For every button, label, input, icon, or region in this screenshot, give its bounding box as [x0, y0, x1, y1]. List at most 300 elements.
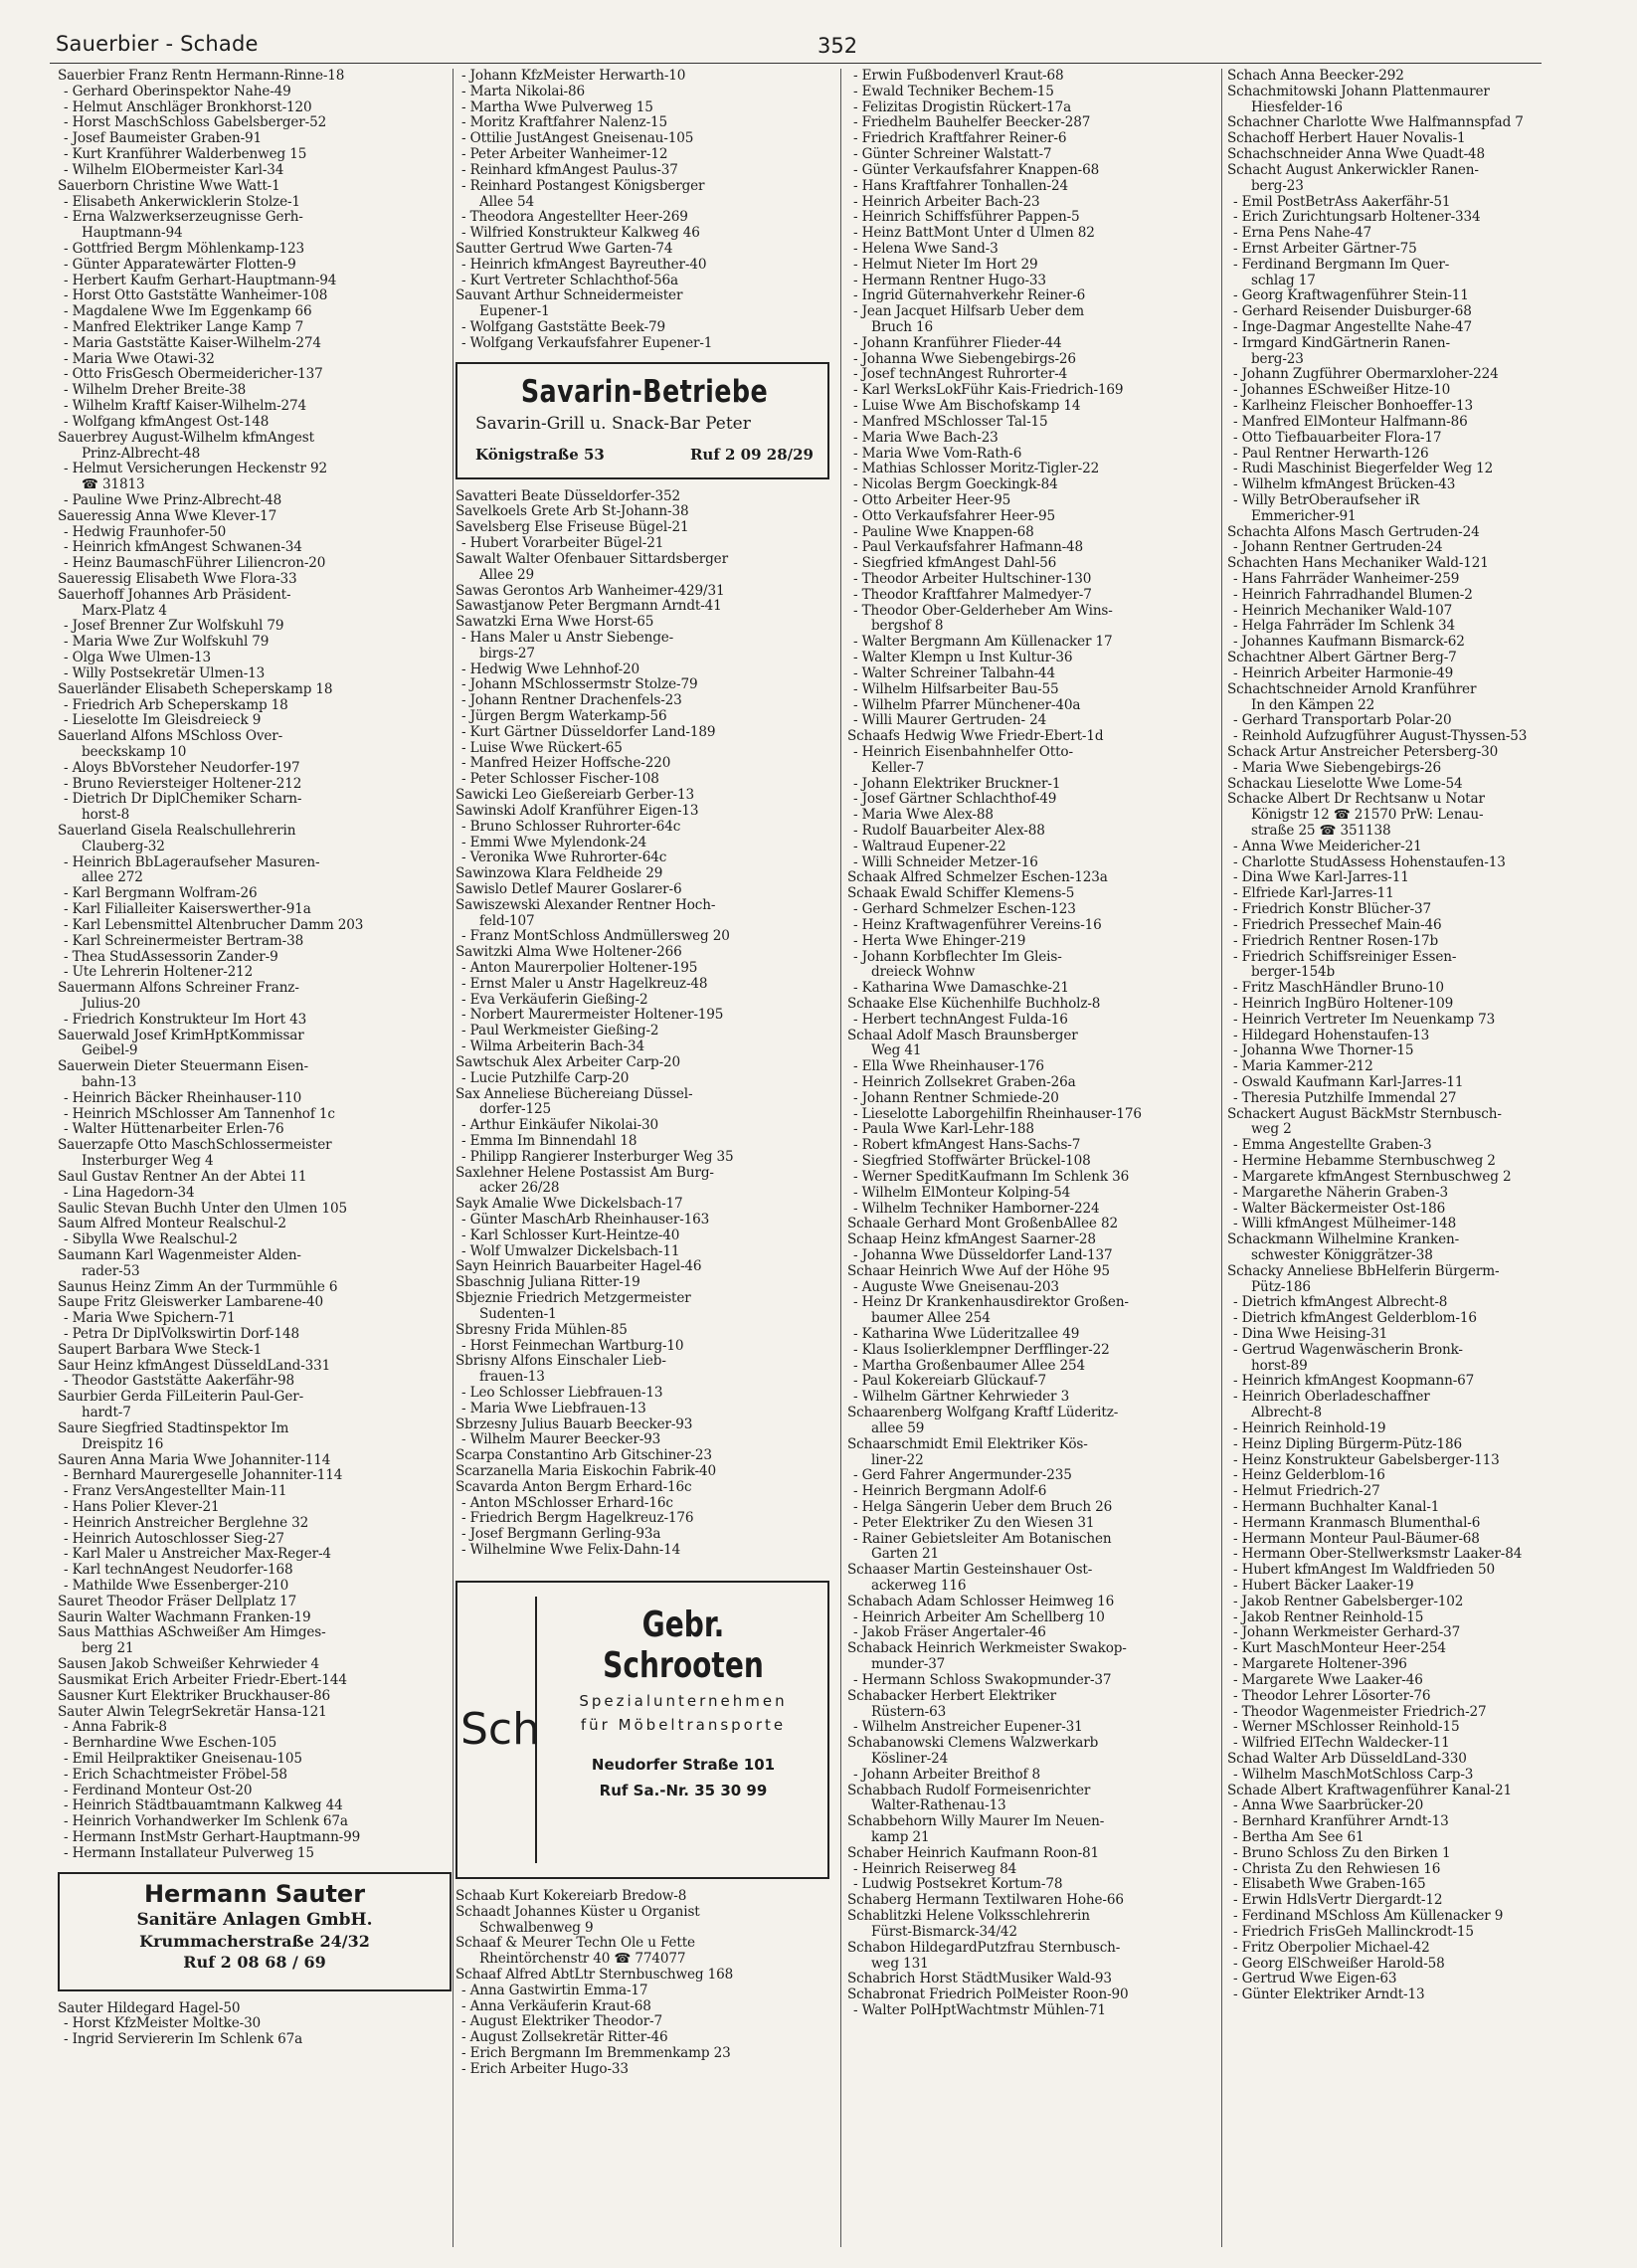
ad-subtitle: für Möbeltransporte [580, 1715, 787, 1734]
directory-entry: - Horst KfzMeister Moltke-30 [64, 2016, 262, 2032]
directory-entry: - Manfred Heizer Hoffsche-220 [461, 756, 671, 772]
directory-entry: - Hedwig Fraunhofer-50 [64, 524, 227, 540]
directory-entry: - Siegfried kfmAngest Dahl-56 [853, 556, 1057, 572]
directory-entry: - Maria Wwe Siebengebirgs-26 [1233, 760, 1442, 776]
directory-entry: - Gertrud Wwe Eigen-63 [1233, 1972, 1397, 1987]
ad-subtitle: Savarin-Grill u. Snack-Bar Peter [475, 413, 751, 434]
directory-entry: - Helmut Nieter Im Hort 29 [853, 257, 1038, 273]
directory-entry: - Heinrich Zollsekret Graben-26a [853, 1075, 1076, 1090]
directory-entry: - Hildegard Hohenstaufen-13 [1233, 1028, 1430, 1043]
directory-entry: - Gerhard Schmelzer Eschen-123 [853, 902, 1076, 918]
directory-entry: ackerweg 116 [871, 1579, 967, 1594]
directory-entry: - Willy BetrOberaufseher iR [1233, 492, 1420, 508]
directory-entry: - Maria Gaststätte Kaiser-Wilhelm-274 [64, 335, 321, 351]
directory-entry: - Ingrid Serviererin Im Schlenk 67a [64, 2032, 303, 2048]
directory-entry: - Wolfgang Verkaufsfahrer Eupener-1 [461, 335, 713, 351]
directory-entry: Walter-Rathenau-13 [871, 1798, 1006, 1814]
directory-entry: - Johann MSchlossermstr Stolze-79 [461, 677, 698, 693]
column-3 [847, 69, 1215, 2257]
directory-entry: - Hermann Schloss Swakopmunder-37 [853, 1672, 1112, 1688]
directory-entry: weg 2 [1251, 1122, 1292, 1138]
directory-entry: - Ludwig Postsekret Kortum-78 [853, 1877, 1063, 1893]
directory-entry: acker 26/28 [479, 1181, 560, 1197]
directory-entry: Schacke Albert Dr Rechtsanw u Notar [1227, 792, 1485, 808]
directory-entry: - Fritz MaschHändler Bruno-10 [1233, 981, 1444, 997]
directory-entry: - Heinrich Fahrradhandel Blumen-2 [1233, 587, 1473, 603]
ad-logo: Sch [465, 1597, 537, 1863]
entry-list [847, 69, 1215, 2019]
directory-entry: - Karl Filialleiter Kaiserswerther-91a [64, 902, 311, 918]
directory-entry: - Wilhelm kfmAngest Brücken-43 [1233, 477, 1456, 493]
directory-entry: - Erwin HdlsVertr Diergardt-12 [1233, 1893, 1443, 1909]
directory-entry: - Wilhelm ElMonteur Kolping-54 [853, 1185, 1071, 1201]
directory-entry: Saunus Heinz Zimm An der Turmmühle 6 [58, 1279, 338, 1295]
directory-entry: - Lucie Putzhilfe Carp-20 [461, 1070, 630, 1086]
directory-entry: - Maria Kammer-212 [1233, 1059, 1373, 1075]
directory-entry: - Robert kfmAngest Hans-Sachs-7 [853, 1138, 1081, 1154]
directory-entry: - Theodor Lehrer Lösorter-76 [1233, 1688, 1431, 1704]
advertisement-savarin [455, 362, 829, 479]
entry-list [455, 1889, 833, 2078]
page-number: 352 [818, 34, 858, 58]
directory-entry: - Günter Verkaufsfahrer Knappen-68 [853, 162, 1100, 178]
directory-entry: - Mathilde Wwe Essenberger-210 [64, 1579, 289, 1594]
directory-entry: - Hans Fahrräder Wanheimer-259 [1233, 572, 1460, 587]
directory-entry: Schacht August Ankerwickler Ranen- [1227, 162, 1479, 178]
directory-entry: - Gertrud Wagenwäscherin Bronk- [1233, 1342, 1463, 1358]
directory-entry: Schabrich Horst StädtMusiker Wald-93 [847, 1972, 1112, 1987]
directory-entry: Schaale Gerhard Mont GroßenbAllee 82 [847, 1217, 1118, 1232]
directory-entry: - Ella Wwe Rheinhauser-176 [853, 1059, 1044, 1075]
directory-entry: - Heinrich Reinhold-19 [1233, 1420, 1386, 1436]
directory-entry: - Bernhard Kranführer Arndt-13 [1233, 1814, 1449, 1830]
directory-entry: - Jakob Rentner Gabelsberger-102 [1233, 1594, 1464, 1609]
directory-entry: - Erich Arbeiter Hugo-33 [461, 2061, 629, 2077]
directory-entry: horst-8 [82, 808, 130, 824]
directory-entry: Sbrzesny Julius Bauarb Beecker-93 [455, 1417, 693, 1432]
directory-entry: - Ute Lehrerin Holtener-212 [64, 965, 254, 981]
directory-entry: - Peter Arbeiter Wanheimer-12 [461, 147, 668, 163]
ad-phone: Ruf 2 08 68 / 69 [183, 1952, 326, 1972]
directory-entry: bergshof 8 [871, 619, 944, 635]
directory-entry: - Hermann Kranmasch Blumenthal-6 [1233, 1515, 1481, 1531]
directory-entry: - Dietrich kfmAngest Gelderblom-16 [1233, 1311, 1477, 1327]
directory-entry: Scarpa Constantino Arb Gitschiner-23 [455, 1448, 712, 1464]
directory-entry: kamp 21 [871, 1830, 930, 1845]
directory-entry: - Friedrich Kraftfahrer Reiner-6 [853, 131, 1067, 147]
directory-entry: - Emil Heilpraktiker Gneisenau-105 [64, 1751, 302, 1767]
directory-entry: Sauret Theodor Fräser Dellplatz 17 [58, 1594, 297, 1609]
directory-entry: - Emmi Wwe Mylendonk-24 [461, 835, 647, 850]
directory-entry: - Friedrich Rentner Rosen-17b [1233, 933, 1439, 949]
directory-entry: - Franz VersAngestellter Main-11 [64, 1484, 287, 1500]
directory-entry: - Karl Lebensmittel Altenbrucher Damm 203 [64, 917, 364, 933]
directory-entry: Schachoff Herbert Hauer Novalis-1 [1227, 131, 1466, 147]
directory-entry: Sawtschuk Alex Arbeiter Carp-20 [455, 1054, 681, 1070]
directory-entry: - Heinrich Bäcker Rheinhauser-110 [64, 1090, 302, 1106]
directory-entry: - Günter Elektriker Arndt-13 [1233, 1987, 1425, 2003]
directory-entry: - Willi Schneider Metzer-16 [853, 854, 1038, 870]
directory-entry: - Erna Walzwerkserzeugnisse Gerh- [64, 210, 303, 226]
directory-entry: - Elisabeth Wwe Graben-165 [1233, 1877, 1426, 1893]
directory-entry: - Dina Wwe Heising-31 [1233, 1327, 1388, 1342]
directory-entry: - Gerhard Reisender Duisburger-68 [1233, 304, 1472, 320]
directory-entry: - Lieselotte Im Gleisdreieck 9 [64, 713, 262, 729]
directory-entry: Schaak Ewald Schiffer Klemens-5 [847, 886, 1075, 902]
directory-entry: - Anton Maurerpolier Holtener-195 [461, 961, 698, 976]
directory-entry: Sauerland Gisela Realschullehrerin [58, 824, 296, 839]
directory-entry: Saulic Stevan Buchh Unter den Ulmen 105 [58, 1201, 347, 1217]
directory-entry: - Ferdinand Bergmann Im Quer- [1233, 257, 1450, 273]
directory-entry: - Theodor Ober-Gelderheber Am Wins- [853, 603, 1113, 619]
directory-entry: - Lieselotte Laborgehilfin Rheinhauser-176 [853, 1106, 1142, 1122]
directory-entry: Sausmikat Erich Arbeiter Friedr-Ebert-144 [58, 1672, 347, 1688]
directory-entry: - Helga Fahrräder Im Schlenk 34 [1233, 619, 1455, 635]
directory-entry: - Wilfried Konstrukteur Kalkweg 46 [461, 226, 700, 242]
column-divider [840, 69, 841, 2247]
directory-entry: - Ernst Maler u Anstr Hagelkreuz-48 [461, 976, 708, 992]
directory-entry: Allee 54 [479, 194, 535, 210]
directory-entry: - Herbert technAngest Fulda-16 [853, 1012, 1068, 1028]
directory-entry: - Maria Wwe Alex-88 [853, 808, 994, 824]
directory-entry: Marx-Platz 4 [82, 603, 167, 619]
directory-entry: - Katharina Wwe Lüderitzallee 49 [853, 1327, 1080, 1342]
directory-entry: Schaback Heinrich Werkmeister Swakop- [847, 1641, 1127, 1657]
directory-entry: - Maria Wwe Vom-Rath-6 [853, 446, 1022, 462]
directory-entry: - Hermann Installateur Pulverweg 15 [64, 1845, 314, 1861]
directory-entry: - Bruno Reviersteiger Holtener-212 [64, 776, 302, 792]
directory-entry: Sauerbrey August-Wilhelm kfmAngest [58, 430, 314, 446]
directory-entry: - Helena Wwe Sand-3 [853, 241, 999, 257]
directory-entry: - Heinrich Arbeiter Am Schellberg 10 [853, 1609, 1105, 1625]
directory-entry: - Lina Hagedorn-34 [64, 1185, 195, 1201]
directory-entry: Schade Albert Kraftwagenführer Kanal-21 [1227, 1783, 1512, 1798]
directory-entry: - Johann Korbflechter Im Gleis- [853, 949, 1062, 965]
directory-entry: - Wilhelm Techniker Hamborner-224 [853, 1201, 1100, 1217]
directory-entry: - Johann Rentner Schmiede-20 [853, 1090, 1059, 1106]
directory-entry: - Gottfried Bergm Möhlenkamp-123 [64, 241, 304, 257]
directory-entry: - Nicolas Bergm Goeckingk-84 [853, 477, 1058, 493]
directory-entry: - Heinrich Reiserweg 84 [853, 1861, 1017, 1877]
entry-list [455, 489, 833, 1559]
directory-entry: - Otto Verkaufsfahrer Heer-95 [853, 508, 1055, 524]
directory-entry: Sbaschnig Juliana Ritter-19 [455, 1275, 640, 1291]
directory-entry: Insterburger Weg 4 [82, 1154, 214, 1170]
directory-entry: Sawislo Detlef Maurer Goslarer-6 [455, 881, 682, 897]
directory-entry: - Ferdinand Monteur Ost-20 [64, 1783, 253, 1798]
directory-entry: - Charlotte StudAssess Hohenstaufen-13 [1233, 854, 1506, 870]
directory-entry: - Heinrich Autoschlosser Sieg-27 [64, 1531, 284, 1547]
directory-entry: - Wolfgang Gaststätte Beek-79 [461, 320, 665, 335]
directory-entry: - Leo Schlosser Liebfrauen-13 [461, 1385, 663, 1401]
directory-entry: - Willy Postsekretär Ulmen-13 [64, 665, 266, 681]
directory-entry: - Johann Elektriker Bruckner-1 [853, 776, 1061, 792]
directory-entry: Sawinzowa Klara Feldheide 29 [455, 866, 663, 882]
directory-entry: - Josef Bergmann Gerling-93a [461, 1527, 661, 1543]
directory-entry: dorfer-125 [479, 1102, 551, 1118]
directory-entry: - Otto Tiefbauarbeiter Flora-17 [1233, 430, 1442, 446]
directory-entry: Schaak Alfred Schmelzer Eschen-123a [847, 870, 1108, 886]
directory-entry: - Friedrich Konstr Blücher-37 [1233, 902, 1432, 918]
directory-entry: - Josef Gärtner Schlachthof-49 [853, 792, 1057, 808]
directory-entry: Schackert August BäckMstr Sternbusch- [1227, 1106, 1502, 1122]
directory-entry: - Luise Wwe Rückert-65 [461, 740, 623, 756]
directory-entry: ☎ 31813 [82, 477, 145, 493]
directory-entry: - Peter Schlosser Fischer-108 [461, 772, 659, 788]
directory-entry: Sauermann Alfons Schreiner Franz- [58, 981, 299, 997]
directory-entry: Schaafs Hedwig Wwe Friedr-Ebert-1d [847, 729, 1104, 745]
directory-entry: Sbjeznie Friedrich Metzgermeister [455, 1291, 691, 1307]
directory-entry: Sauvant Arthur Schneidermeister [455, 288, 683, 304]
directory-entry: - Arthur Einkäufer Nikolai-30 [461, 1118, 659, 1134]
directory-entry: - Manfred ElMonteur Halfmann-86 [1233, 414, 1468, 430]
directory-entry: - Anna Fabrik-8 [64, 1720, 167, 1736]
ad-address: Krummacherstraße 24/32 [139, 1931, 370, 1951]
directory-entry: Savelsberg Else Friseuse Bügel-21 [455, 520, 689, 536]
directory-entry: - Heinrich Bergmann Adolf-6 [853, 1484, 1047, 1500]
directory-entry: - Theodor Gaststätte Aakerfähr-98 [64, 1374, 294, 1390]
directory-entry: - Friedrich Konstrukteur Im Hort 43 [64, 1012, 307, 1028]
directory-entry: - Bernhard Maurergeselle Johanniter-114 [64, 1468, 343, 1484]
directory-entry: - Heinrich Arbeiter Harmonie-49 [1233, 665, 1454, 681]
directory-entry: - Ewald Techniker Bechem-15 [853, 84, 1054, 99]
ad-body [537, 1597, 819, 1863]
directory-entry: - Heinrich Mechaniker Wald-107 [1233, 603, 1453, 619]
directory-entry: Albrecht-8 [1251, 1406, 1322, 1421]
directory-entry: - Wilfried ElTechn Waldecker-11 [1233, 1736, 1450, 1752]
directory-entry: munder-37 [871, 1657, 946, 1673]
directory-entry: berg 21 [82, 1641, 134, 1657]
directory-entry: birgs-27 [479, 646, 535, 662]
directory-entry: - Heinz Kraftwagenführer Vereins-16 [853, 917, 1102, 933]
directory-entry: - Fritz Oberpolier Michael-42 [1233, 1940, 1430, 1956]
directory-entry: Schacky Anneliese BbHelferin Bürgerm- [1227, 1263, 1500, 1279]
directory-entry: Schachta Alfons Masch Gertruden-24 [1227, 524, 1480, 540]
directory-entry: - Wilhelm Kraftf Kaiser-Wilhelm-274 [64, 399, 307, 415]
directory-entry: - Bertha Am See 61 [1233, 1830, 1364, 1845]
directory-entry: Sawastjanow Peter Bergmann Arndt-41 [455, 599, 722, 615]
directory-entry: - Johann Zugführer Obermarxloher-224 [1233, 367, 1499, 383]
directory-entry: Schack Artur Anstreicher Petersberg-30 [1227, 744, 1499, 760]
directory-entry: - Anton MSchlosser Erhard-16c [461, 1495, 673, 1511]
directory-entry: - Gerhard Oberinspektor Nahe-49 [64, 84, 291, 99]
directory-entry: - Walter Hüttenarbeiter Erlen-76 [64, 1122, 284, 1138]
directory-entry: - Karl Maler u Anstreicher Max-Reger-4 [64, 1547, 331, 1563]
directory-entry: Schachschneider Anna Wwe Quadt-48 [1227, 147, 1486, 163]
ad-subtitle: Spezialunternehmen [579, 1691, 788, 1710]
directory-entry: rader-53 [82, 1263, 140, 1279]
directory-entry: - Friedrich Pressechef Main-46 [1233, 917, 1442, 933]
directory-entry: Schachtner Albert Gärtner Berg-7 [1227, 651, 1457, 666]
directory-entry: - Paul Rentner Herwarth-126 [1233, 446, 1429, 462]
directory-entry: - Aloys BbVorsteher Neudorfer-197 [64, 760, 300, 776]
directory-entry: - Heinrich IngBüro Holtener-109 [1233, 996, 1454, 1012]
directory-entry: - Heinrich Schiffsführer Pappen-5 [853, 210, 1080, 226]
directory-entry: Geibel-9 [82, 1043, 138, 1059]
column-4 [1227, 69, 1591, 2257]
directory-entry: - Walter Bäckermeister Ost-186 [1233, 1201, 1446, 1217]
directory-entry: - Josef technAngest Ruhrorter-4 [853, 367, 1068, 383]
entry-list [58, 69, 455, 1862]
directory-entry: - Paul Kokereiarb Glückauf-7 [853, 1374, 1047, 1390]
directory-entry: - Margarete Wwe Laaker-46 [1233, 1672, 1423, 1688]
directory-entry: - Heinrich Vertreter Im Neuenkamp 73 [1233, 1012, 1496, 1028]
directory-entry: berg-23 [1251, 351, 1304, 367]
directory-entry: - Rainer Gebietsleiter Am Botanischen [853, 1531, 1112, 1547]
directory-entry: - Josef Baumeister Graben-91 [64, 131, 263, 147]
directory-entry: - Pauline Wwe Prinz-Albrecht-48 [64, 492, 282, 508]
directory-entry: - Werner MSchlosser Reinhold-15 [1233, 1720, 1460, 1736]
directory-entry: Sawas Gerontos Arb Wanheimer-429/31 [455, 583, 725, 599]
ad-title: Hermann Sauter [143, 1879, 366, 1908]
directory-entry: - Heinrich kfmAngest Bayreuther-40 [461, 257, 707, 273]
directory-entry: - Heinrich Eisenbahnhelfer Otto- [853, 744, 1073, 760]
directory-entry: Scarzanella Maria Eiskochin Fabrik-40 [455, 1464, 716, 1479]
directory-entry: - Johanna Wwe Siebengebirgs-26 [853, 351, 1076, 367]
directory-entry: - Karl Bergmann Wolfram-26 [64, 886, 258, 902]
directory-entry: - Karl WerksLokFühr Kais-Friedrich-169 [853, 383, 1124, 399]
ad-title: Savarin-Betriebe [520, 373, 769, 410]
directory-entry: Sauren Anna Maria Wwe Johanniter-114 [58, 1452, 331, 1468]
directory-entry: - Hubert Vorarbeiter Bügel-21 [461, 536, 664, 552]
directory-entry: Schaarschmidt Emil Elektriker Kös- [847, 1436, 1088, 1452]
directory-entry: - Siegfried Stoffwärter Brückel-108 [853, 1154, 1091, 1170]
ad-address: Königstraße 53 [475, 445, 605, 464]
directory-entry: Saumann Karl Wagenmeister Alden- [58, 1247, 301, 1263]
directory-entry: - Heinrich kfmAngest Koopmann-67 [1233, 1374, 1475, 1390]
directory-entry: beeckskamp 10 [82, 744, 187, 760]
entry-list [58, 2001, 455, 2048]
directory-entry: - Veronika Wwe Ruhrorter-64c [461, 850, 667, 866]
entry-list [1227, 69, 1591, 2003]
directory-entry: Julius-20 [82, 996, 141, 1012]
directory-entry: - Wilhelm Dreher Breite-38 [64, 383, 247, 399]
directory-entry: - Heinz Dipling Bürgerm-Pütz-186 [1233, 1436, 1463, 1452]
directory-entry: Saus Matthias ASchweißer Am Himges- [58, 1625, 326, 1641]
directory-entry: - Karl technAngest Neudorfer-168 [64, 1563, 293, 1579]
directory-entry: Schabbehorn Willy Maurer Im Neuen- [847, 1814, 1105, 1830]
directory-entry: - Olga Wwe Ulmen-13 [64, 651, 212, 666]
directory-entry: Sawinski Adolf Kranführer Eigen-13 [455, 803, 699, 819]
directory-entry: Schaaf & Meurer Techn Öle u Fette [455, 1936, 695, 1952]
directory-entry: feld-107 [479, 913, 535, 929]
directory-entry: - Johann Rentner Drachenfels-23 [461, 693, 682, 709]
directory-entry: - Bruno Schlosser Ruhrorter-64c [461, 819, 681, 835]
directory-entry: - Bruno Schloss Zu den Birken 1 [1233, 1845, 1451, 1861]
directory-entry: Schablitzki Helene Volksschlehrerin [847, 1909, 1090, 1925]
directory-entry: Schach Anna Beecker-292 [1227, 69, 1404, 84]
directory-entry: - Kurt MaschMonteur Heer-254 [1233, 1641, 1446, 1657]
directory-entry: - Dietrich Dr DiplChemiker Scharn- [64, 792, 302, 808]
directory-entry: - Hans Kraftfahrer Tonhallen-24 [853, 178, 1068, 194]
directory-entry: - Rudolf Bauarbeiter Alex-88 [853, 824, 1045, 839]
directory-entry: - Friedrich Bergm Hagelkreuz-176 [461, 1511, 694, 1527]
column-1 [58, 69, 455, 2257]
directory-entry: - Jürgen Bergm Waterkamp-56 [461, 709, 667, 724]
directory-entry: - Thea StudAssessorin Zander-9 [64, 949, 278, 965]
directory-entry: - Johann Kranführer Flieder-44 [853, 335, 1062, 351]
directory-entry: Scavarda Anton Bergm Erhard-16c [455, 1479, 692, 1495]
directory-entry: - Moritz Kraftfahrer Nalenz-15 [461, 115, 668, 131]
directory-entry: - Walter Klempn u Inst Kultur-36 [853, 651, 1073, 666]
directory-entry: horst-89 [1251, 1358, 1308, 1374]
directory-entry: Rüstern-63 [871, 1704, 947, 1720]
column-2 [455, 69, 833, 2257]
directory-entry: - Hermann Monteur Paul-Bäumer-68 [1233, 1531, 1480, 1547]
directory-entry: Saum Alfred Monteur Realschul-2 [58, 1217, 286, 1232]
directory-entry: Schabanowski Clemens Walzwerkarb [847, 1736, 1099, 1752]
directory-entry: - Karl Schreinermeister Bertram-38 [64, 933, 304, 949]
directory-entry: - Bernhardine Wwe Eschen-105 [64, 1736, 277, 1752]
directory-entry: - Otto Arbeiter Heer-95 [853, 492, 1011, 508]
directory-entry: - Kurt Vertreter Schlachthof-56a [461, 273, 678, 288]
directory-entry: - Pauline Wwe Knappen-68 [853, 524, 1034, 540]
directory-entry: - Helga Sängerin Ueber dem Bruch 26 [853, 1499, 1113, 1515]
directory-entry: - Horst Feinmechan Wartburg-10 [461, 1338, 684, 1354]
directory-entry: Saxlehner Helene Postassist Am Burg- [455, 1165, 714, 1181]
directory-entry: - Karlheinz Fleischer Bonhoeffer-13 [1233, 399, 1473, 415]
directory-entry: Saur Heinz kfmAngest DüsseldLand-331 [58, 1358, 331, 1374]
directory-entry: - Wilhelm Gärtner Kehrwieder 3 [853, 1390, 1070, 1406]
directory-entry: - Hubert Bäcker Laaker-19 [1233, 1579, 1414, 1594]
directory-entry: - Ernst Arbeiter Gärtner-75 [1233, 241, 1417, 257]
directory-entry: - Felizitas Drogistin Rückert-17a [853, 99, 1072, 115]
directory-entry: - Magdalene Wwe Im Eggenkamp 66 [64, 304, 312, 320]
directory-entry: Sayn Heinrich Bauarbeiter Hagel-46 [455, 1259, 702, 1275]
directory-entry: - Hermine Hebamme Sternbuschweg 2 [1233, 1154, 1496, 1170]
directory-entry: - Heinz Gelderblom-16 [1233, 1468, 1385, 1484]
directory-entry: Schabacker Herbert Elektriker [847, 1688, 1057, 1704]
directory-entry: Sauerland Alfons MSchloss Over- [58, 729, 283, 745]
ad-title: Gebr. Schrooten [603, 1604, 764, 1686]
directory-entry: - Philipp Rangierer Insterburger Weg 35 [461, 1149, 734, 1165]
directory-entry: - Margarete Holtener-396 [1233, 1657, 1407, 1673]
directory-entry: Sauerbier Franz Rentn Hermann-Rinne-18 [58, 69, 345, 84]
directory-entry: Schachtschneider Arnold Kranführer [1227, 681, 1477, 697]
directory-entry: - Reinhold Aufzugführer August-Thyssen-53 [1233, 729, 1528, 745]
directory-entry: - Elisabeth Ankerwicklerin Stolze-1 [64, 194, 300, 210]
directory-entry: - Heinrich Oberladeschaffner [1233, 1390, 1430, 1406]
directory-entry: - Manfred MSchlosser Tal-15 [853, 414, 1048, 430]
directory-entry: - Inge-Dagmar Angestellte Nahe-47 [1233, 320, 1472, 335]
directory-entry: Bruch 16 [871, 320, 934, 335]
directory-entry: Sudenten-1 [479, 1306, 557, 1322]
directory-entry: schwester Königgrätzer-38 [1251, 1247, 1433, 1263]
directory-entry: Schaake Else Küchenhilfe Buchholz-8 [847, 996, 1101, 1012]
directory-entry: Sayk Amalie Wwe Dickelsbach-17 [455, 1197, 683, 1213]
directory-entry: - Johann Werkmeister Gerhard-37 [1233, 1625, 1461, 1641]
directory-entry: Dreispitz 16 [82, 1436, 164, 1452]
directory-entry: - Gerd Fahrer Angermunder-235 [853, 1468, 1072, 1484]
directory-entry: - Maria Wwe Spichern-71 [64, 1311, 236, 1327]
directory-entry: - Paul Verkaufsfahrer Hafmann-48 [853, 540, 1084, 556]
directory-entry: - Rudi Maschinist Biegerfelder Weg 12 [1233, 462, 1494, 477]
directory-entry: - Ingrid Güternahverkehr Reiner-6 [853, 288, 1086, 304]
directory-entry: Schabon HildegardPutzfrau Sternbusch- [847, 1940, 1121, 1956]
directory-entry: Pütz-186 [1251, 1279, 1311, 1295]
directory-entry: - Walter Bergmann Am Küllenacker 17 [853, 635, 1113, 651]
directory-entry: Emmericher-91 [1251, 508, 1357, 524]
directory-entry: - Willi Maurer Gertruden- 24 [853, 713, 1047, 729]
directory-entry: - Johann Arbeiter Breithof 8 [853, 1767, 1041, 1783]
directory-entry: Sautter Gertrud Wwe Garten-74 [455, 241, 673, 257]
directory-entry: Schabach Adam Schlosser Heimweg 16 [847, 1594, 1115, 1609]
directory-entry: - Paul Werkmeister Gießing-2 [461, 1024, 659, 1040]
directory-entry: - Erich Schachtmeister Fröbel-58 [64, 1767, 287, 1783]
directory-entry: Prinz-Albrecht-48 [82, 446, 201, 462]
directory-entry: Schachmitowski Johann Plattenmaurer [1227, 84, 1490, 99]
directory-entry: Savatteri Beate Düsseldorfer-352 [455, 488, 681, 504]
